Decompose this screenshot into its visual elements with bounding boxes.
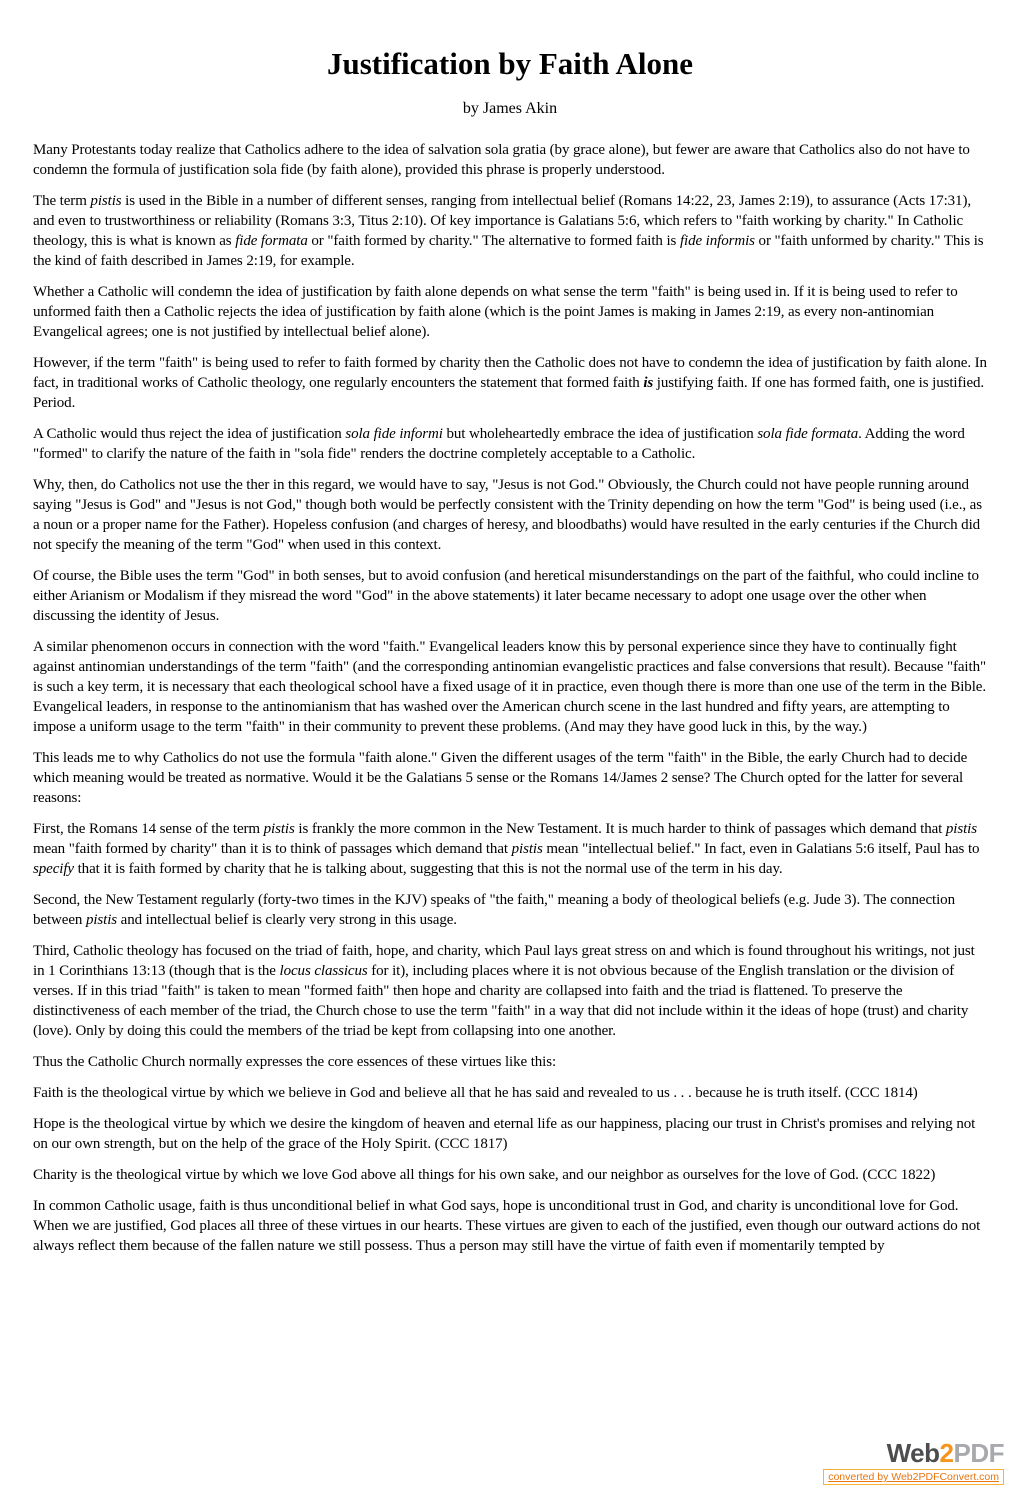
logo-text-pdf: PDF — [953, 1438, 1004, 1468]
logo-text-two: 2 — [939, 1438, 954, 1468]
paragraph: A Catholic would thus reject the idea of justification sola fide informi but wholeheartedly embrace the idea of justification sola fide formata. Adding the word "formed" to clarify the nature of the faith in "sola fide" renders the doctrine completely acceptable to a Catholic. — [33, 426, 965, 462]
paragraph: This leads me to why Catholics do not use the formula "faith alone." Given the different usages of the term "faith" in the Bible, the early Church had to decide which meaning would be treated as normative. Would it be the Galatians 5 sense or the Romans 14/James 2 sense? The Church opted for the latter for several reasons: — [33, 750, 968, 806]
paragraph: However, if the term "faith" is being used to refer to faith formed by charity then the Catholic does not have to condemn the idea of justification by faith alone. In fact, in traditional works of Catholic theology, one regularly encounters the statement that formed faith is justifying faith. If one has formed faith, one is justified. Period. — [33, 355, 987, 411]
document-page — [0, 46, 1020, 1256]
web2pdf-logo — [823, 1440, 1004, 1466]
paragraph: Third, Catholic theology has focused on the triad of faith, hope, and charity, which Paul lays great stress on and which is found throughout his writings, not just in 1 Corinthians 13:13 (though that is the locus classicus for it), including places where it is not obvious because of the English translation or the division of verses. If in this triad "faith" is taken to mean "formed faith" then hope and charity are collapsed into faith and the triad is flattened. To preserve the distinctiveness of each member of the triad, the Church chose to use the term "faith" in a way that did not include within it the ideas of hope (trust) and charity (love). Only by doing this could the members of the triad be kept from collapsing into one another. — [33, 943, 975, 1039]
logo-text-web: Web — [886, 1438, 940, 1468]
article-body — [33, 140, 987, 1256]
paragraph: Whether a Catholic will condemn the idea of justification by faith alone depends on what sense the term "faith" is being used in. If it is being used to refer to unformed faith then a Catholic rejects the idea of justification by faith alone (which is the point James is making in James 2:19, as every non-antinomian Evangelical agrees; one is not justified by intellectual belief alone). — [33, 284, 958, 340]
paragraph: Many Protestants today realize that Catholics adhere to the idea of salvation sola gratia (by grace alone), but fewer are aware that Catholics also do not have to condemn the formula of justification sola fide (by faith alone), provided this phrase is properly understood. — [33, 142, 970, 178]
byline: by James Akin — [462, 100, 558, 117]
paragraph: Thus the Catholic Church normally expresses the core essences of these virtues like this: — [33, 1054, 557, 1070]
web2pdf-convert-link[interactable]: converted by Web2PDFConvert.com — [823, 1469, 1004, 1485]
paragraph: First, the Romans 14 sense of the term pistis is frankly the more common in the New Testament. It is much harder to think of passages which demand that pistis mean "faith formed by charity" than it is to think of passages which demand that pistis mean "intellectual belief." In fact, even in Galatians 5:6 itself, Paul has to specify that it is faith formed by charity that he is talking about, suggesting that this is not the normal use of the term in his day. — [33, 821, 980, 877]
paragraph: Faith is the theological virtue by which we believe in God and believe all that he has said and revealed to us . . . because he is truth itself. (CCC 1814) — [33, 1085, 918, 1101]
paragraph: Of course, the Bible uses the term "God" in both senses, but to avoid confusion (and heretical misunderstandings on the part of the faithful, who could incline to either Arianism or Modalism if they misread the word "God" in the above statements) it later became necessary to adopt one usage over the other when discussing the identity of Jesus. — [33, 568, 979, 624]
paragraph: In common Catholic usage, faith is thus unconditional belief in what God says, hope is unconditional trust in God, and charity is unconditional love for God. When we are justified, God places all three of these virtues in our hearts. These virtues are given to each of the justified, even though our outward actions do not always reflect them because of the fallen nature we still possess. Thus a person may still have the virtue of faith even if momentarily tempted by — [33, 1198, 981, 1254]
paragraph: Why, then, do Catholics not use the ther in this regard, we would have to say, "Jesus is not God." Obviously, the Church could not have people running around saying "Jesus is God" and "Jesus is not God," though both would be perfectly consistent with the Trinity depending on how the term "God" is being used (i.e., as a noun or a proper name for the Father). Hopeless confusion (and charges of heresy, and bloodbaths) would have resulted in the early centuries if the Church did not specify the meaning of the term "God" when used in this context. — [33, 477, 982, 553]
paragraph: Hope is the theological virtue by which we desire the kingdom of heaven and eternal life as our happiness, placing our trust in Christ's promises and relying not on our own strength, but on the help of the grace of the Holy Spirit. (CCC 1817) — [33, 1116, 976, 1152]
paragraph: The term pistis is used in the Bible in a number of different senses, ranging from intellectual belief (Romans 14:22, 23, James 2:19), to assurance (Acts 17:31), and even to trustworthiness or reliability (Romans 3:3, Titus 2:10). Of key importance is Galatians 5:6, which refers to "faith working by charity." In Catholic theology, this is what is known as fide formata or "faith formed by charity." The alternative to formed faith is fide informis or "faith unformed by charity." This is the kind of faith described in James 2:19, for example. — [33, 193, 984, 269]
web2pdf-footer — [823, 1440, 1004, 1485]
paragraph: Charity is the theological virtue by which we love God above all things for his own sake, and our neighbor as ourselves for the love of God. (CCC 1822) — [33, 1167, 936, 1183]
paragraph: Second, the New Testament regularly (forty-two times in the KJV) speaks of "the faith," meaning a body of theological beliefs (e.g. Jude 3). The connection between pistis and intellectual belief is clearly very strong in this usage. — [33, 892, 955, 928]
page-title: Justification by Faith Alone — [326, 46, 693, 81]
paragraph: A similar phenomenon occurs in connection with the word "faith." Evangelical leaders know this by personal experience since they have to continually fight against antinomian understandings of the term "faith" (and the corresponding antinomian evangelistic practices and false conversions that result). Because "faith" is such a key term, it is necessary that each theological school have a fixed usage of it in practice, even though there is more than one use of the term in the Bible. Evangelical leaders, in response to the antinomianism that has washed over the American church scene in the last hundred and fifty years, are attempting to impose a uniform usage to the term "faith" in their community to prevent these problems. (And may they have good luck in this, by the way.) — [33, 639, 986, 735]
